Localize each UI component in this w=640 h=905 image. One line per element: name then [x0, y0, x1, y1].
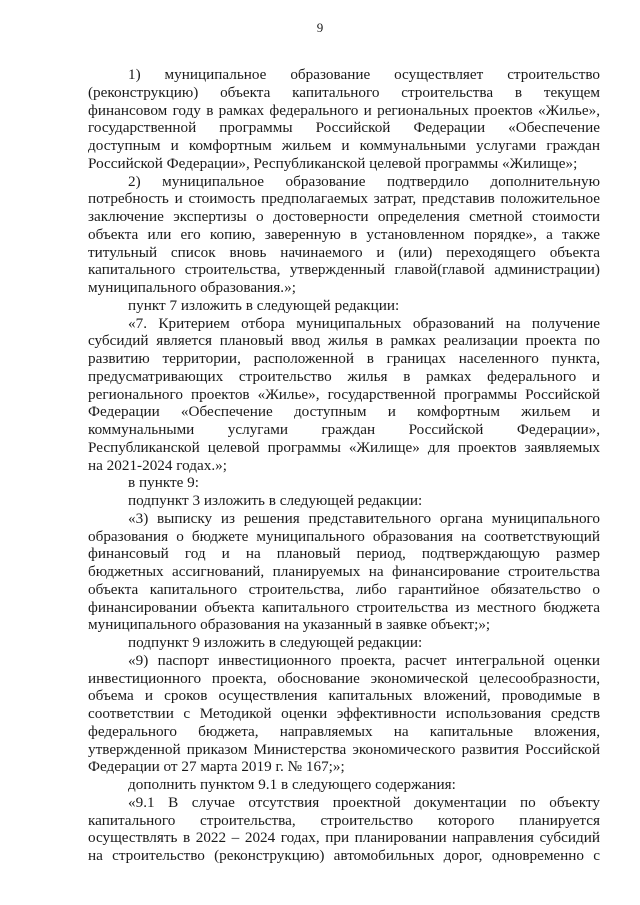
text-line: Республиканской целевой программы «Жилище» для проектов заявляемых: [88, 438, 600, 456]
text-line: коммунальными услугами граждан Российской Федерации»,: [88, 421, 600, 438]
text-line: 1) муниципальное образование осуществляет строительство: [128, 66, 600, 83]
text-line: муниципального образования на указанный в заявке объект;»;: [88, 616, 491, 634]
text-line: потребность и стоимость предполагаемых затрат, представив положительное: [88, 190, 600, 208]
text-line: развитию территории, расположенной в границах населенного пункта,: [88, 350, 600, 367]
text-line: бюджетных ассигнований, планируемых на финансирование строительства: [88, 563, 600, 580]
text-line: заключение экспертизы о достоверности определения сметной стоимости: [88, 208, 600, 225]
text-line: финансовый год и на плановый период, подтверждающую размер: [88, 545, 600, 563]
text-line: «9.1 В случае отсутствия проектной документации по объекту: [128, 793, 600, 811]
text-line: пункт 7 изложить в следующей редакции:: [128, 296, 400, 314]
text-line: 2) муниципальное образование подтвердило дополнительную: [128, 172, 600, 190]
text-line: подпункт 3 изложить в следующей редакции:: [128, 492, 423, 509]
text-line: федерального бюджета, направляемых на капитальные вложения,: [88, 722, 600, 740]
text-line: капитального строительства, утвержденный главой(главой администрации): [88, 261, 600, 279]
page-number: 9: [316, 20, 324, 35]
text-line: субсидий является плановый ввод жилья в рамках реализации проекта по: [88, 332, 600, 350]
text-line: титульный список вновь начинаемого и (или) переходящего объекта: [88, 243, 600, 261]
text-line: дополнить пунктом 9.1 в следующего содержания:: [128, 776, 456, 793]
text-line: Российской Федерации», Республиканской целевой программы «Жилище»;: [88, 154, 578, 172]
text-line: финансировании объекта капитального строительства из местного бюджета: [88, 598, 600, 616]
text-line: объекта или его копию, заверенную в установленном порядке», а также: [88, 225, 600, 243]
text-line: Федерации «Обеспечение доступным и комфортным жильем и: [88, 403, 600, 421]
text-line: осуществлять в 2022 – 2024 годах, при планировании направления субсидий: [88, 829, 600, 847]
text-line: объема и сроков осуществления капитальных вложений, проводимые в: [88, 687, 600, 705]
text-line: инвестиционного проекта, обоснование экономической целесообразности,: [88, 669, 600, 687]
text-line: на 2021-2024 годах.»;: [88, 456, 227, 474]
text-line: государственной программы Российской Федерации «Обеспечение: [88, 119, 600, 137]
text-line: муниципального образования.»;: [88, 279, 296, 296]
text-line: регионального проектов «Жилье», государственной программы Российской: [88, 385, 600, 403]
text-line: финансовом году в рамках федерального и региональных проектов «Жилье»,: [88, 101, 600, 119]
text-line: капитального строительства, строительство которого планируется: [88, 811, 600, 829]
text-line: объекта капитального строительства, либо гарантийное обязательство о: [88, 580, 600, 598]
text-line: на строительство (реконструкцию) автомобильных дорог, одновременно с: [88, 847, 600, 864]
text-line: утвержденной приказом Министерства экономического развития Российской: [88, 740, 600, 758]
text-line: «3) выписку из решения представительного органа муниципального: [128, 509, 600, 527]
text-line: подпункт 9 изложить в следующей редакции:: [128, 634, 423, 651]
text-line: предусматривающих строительство жилья в рамках федерального и: [88, 367, 600, 385]
document-body: [88, 66, 600, 865]
text-line: доступным и комфортным жильем и коммунальными услугами граждан: [88, 137, 600, 154]
text-line: соответствии с Методикой оценки эффективности использования средств: [88, 705, 600, 722]
text-line: Федерации от 27 марта 2019 г. № 167;»;: [88, 758, 345, 776]
text-line: образования о бюджете муниципального образования на соответствующий: [88, 527, 600, 545]
text-line: «9) паспорт инвестиционного проекта, расчет интегральной оценки: [128, 651, 600, 669]
text-line: «7. Критерием отбора муниципальных образований на получение: [128, 314, 600, 332]
text-line: в пункте 9:: [128, 474, 199, 492]
text-line: (реконструкцию) объекта капитального строительства в текущем: [88, 83, 600, 101]
